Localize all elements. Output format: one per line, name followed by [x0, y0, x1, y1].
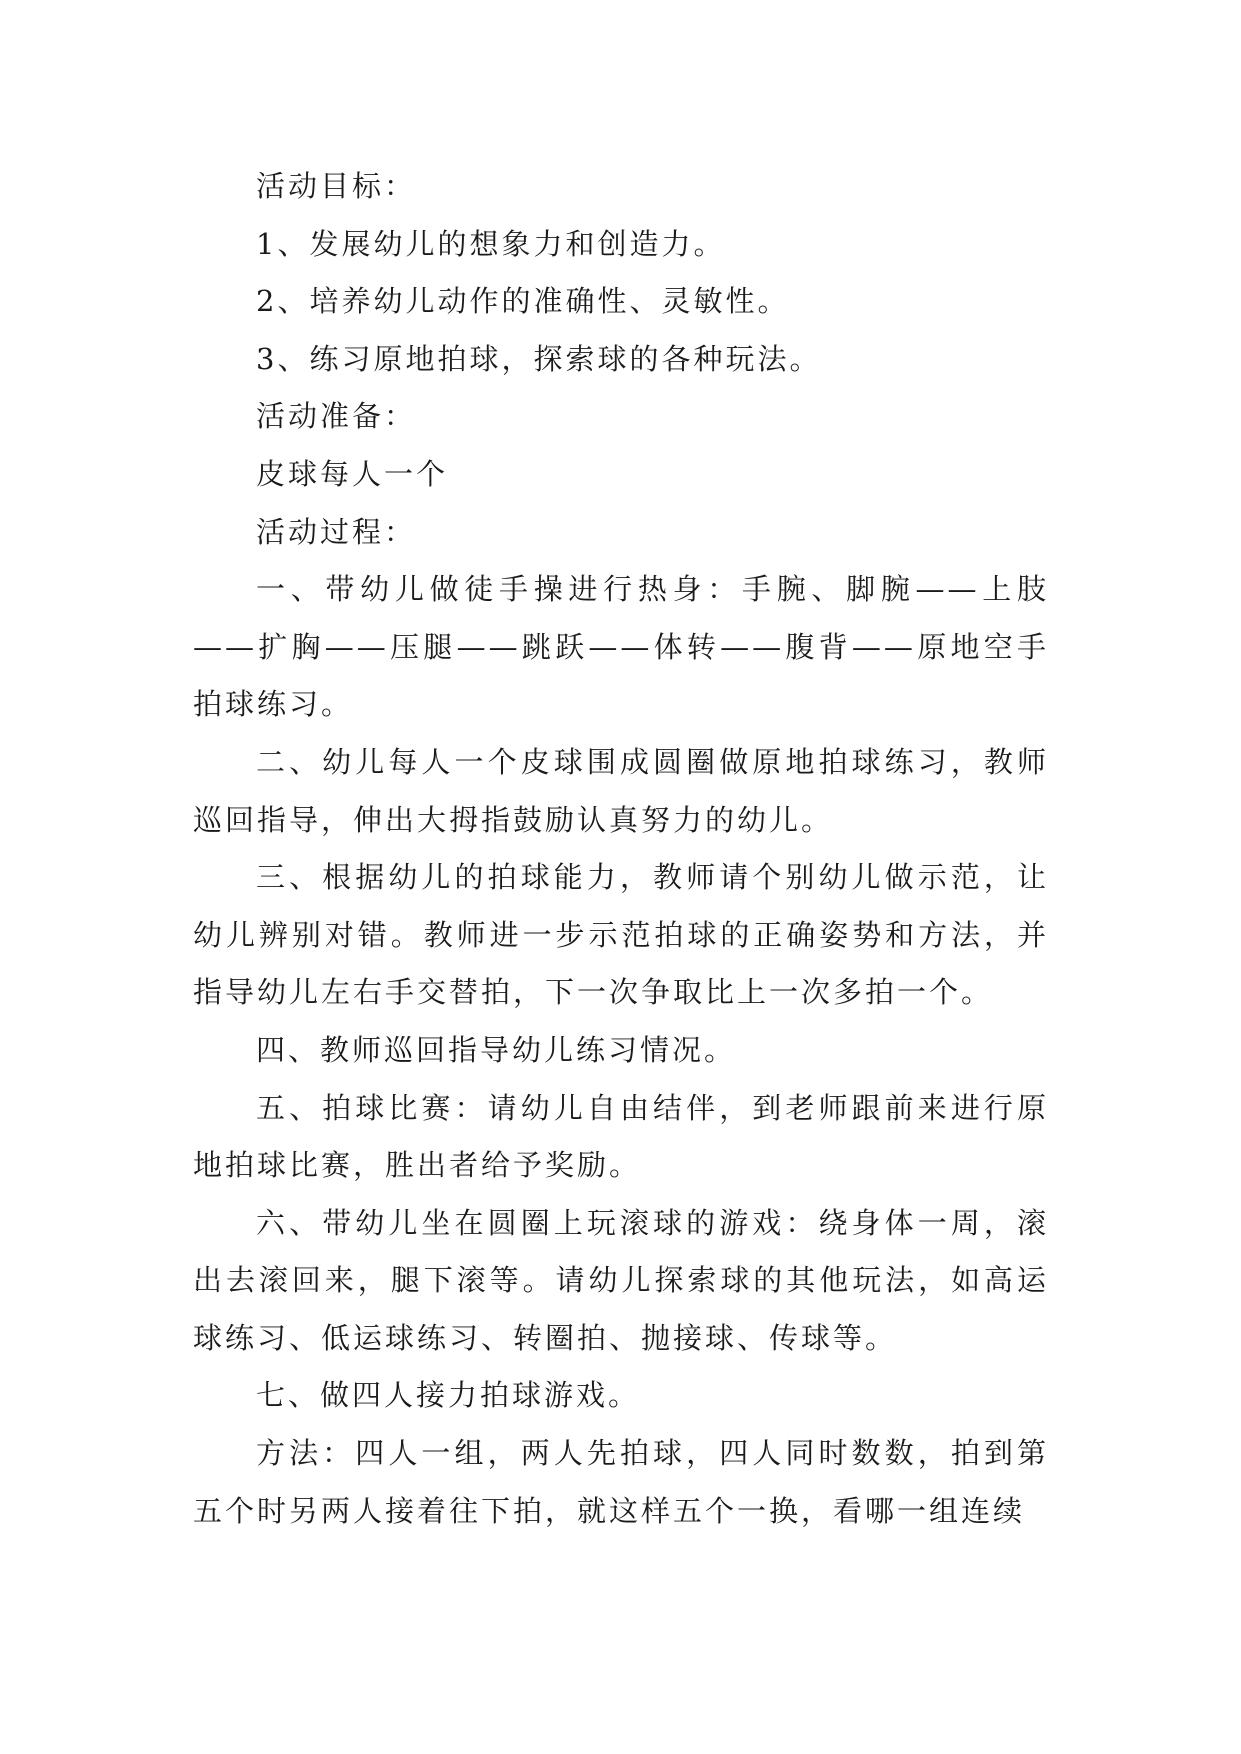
- goal-item: 1、发展幼儿的想象力和创造力。: [256, 226, 726, 261]
- process-method: 方法：四人一组，两人先拍球，四人同时数数，拍到第五个时另两人接着往下拍，就这样五个一换，看哪一组连续: [193, 1436, 1049, 1528]
- document-body: [193, 158, 1049, 1540]
- process-heading: 活动过程：: [256, 514, 417, 549]
- process-step-7: 七、做四人接力拍球游戏。: [256, 1378, 641, 1413]
- process-step-4: 四、教师巡回指导幼儿练习情况。: [256, 1032, 737, 1067]
- process-step-6: 六、带幼儿坐在圆圈上玩滚球的游戏：绕身体一周，滚出去滚回来，腿下滚等。请幼儿探索球的其他玩法，如高运球练习、低运球练习、转圈拍、抛接球、传球等。: [193, 1205, 1049, 1355]
- process-step-1: 一、带幼儿做徒手操进行热身：手腕、脚腕——上肢——扩胸——压腿——跳跃——体转——腹背——原地空手拍球练习。: [193, 572, 1049, 722]
- goal-item: 2、培养幼儿动作的准确性、灵敏性。: [256, 284, 790, 319]
- goals-heading: 活动目标：: [256, 169, 417, 203]
- process-step-3: 三、根据幼儿的拍球能力，教师请个别幼儿做示范，让幼儿辨别对错。教师进一步示范拍球的正确姿势和方法，并指导幼儿左右手交替拍，下一次争取比上一次多拍一个。: [193, 860, 1049, 1010]
- prep-heading: 活动准备：: [256, 399, 417, 434]
- prep-text: 皮球每人一个: [256, 456, 449, 491]
- goal-item: 3、练习原地拍球，探索球的各种玩法。: [256, 341, 822, 376]
- process-step-2: 二、幼儿每人一个皮球围成圆圈做原地拍球练习，教师巡回指导，伸出大拇指鼓励认真努力的幼儿。: [193, 744, 1049, 837]
- process-step-5: 五、拍球比赛：请幼儿自由结伴，到老师跟前来进行原地拍球比赛，胜出者给予奖励。: [193, 1090, 1049, 1183]
